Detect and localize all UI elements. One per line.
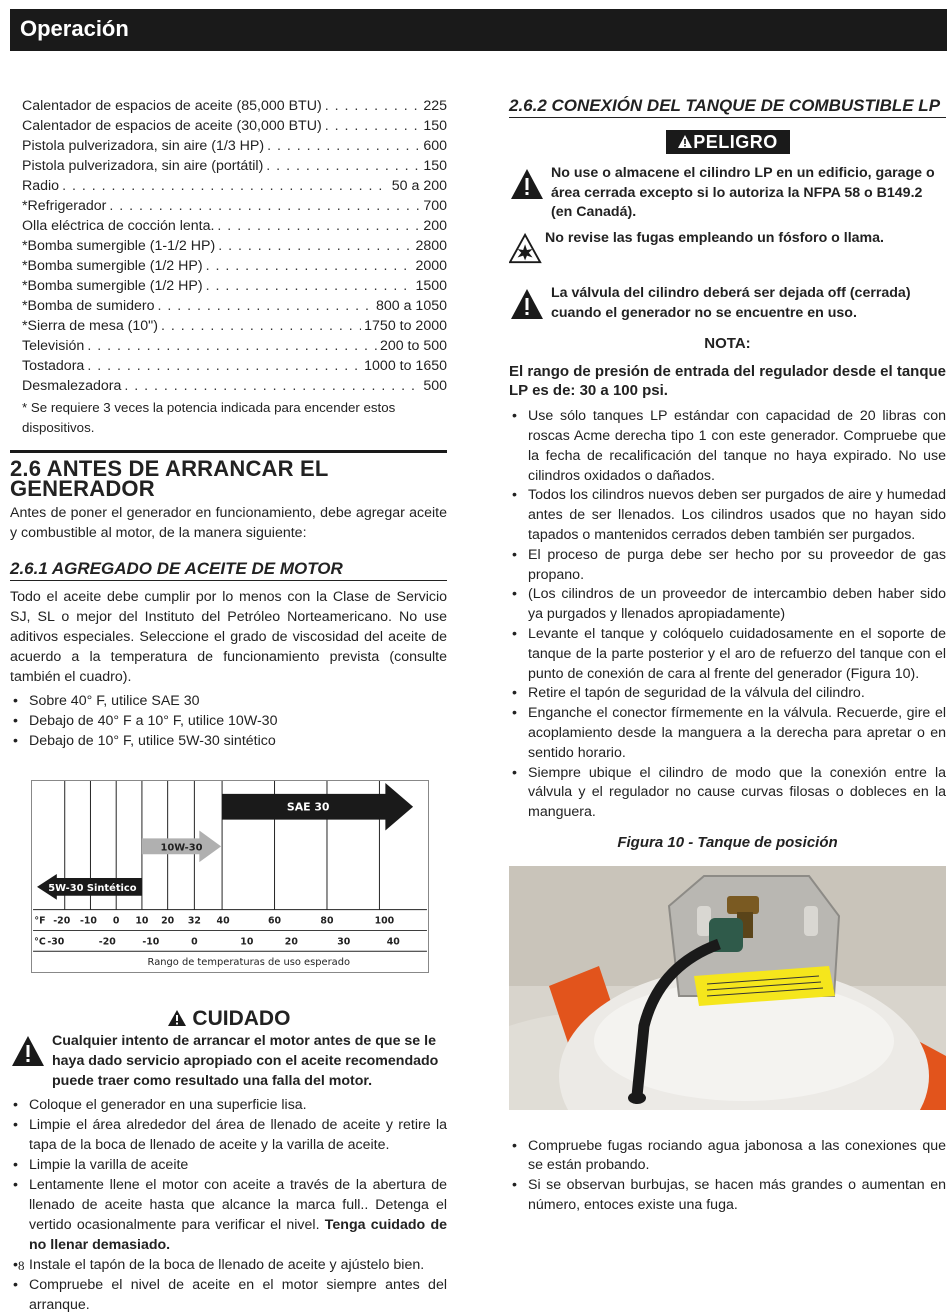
- f-axis-label: °F: [34, 915, 46, 927]
- leader-dots: [217, 216, 420, 236]
- load-name: *Bomba sumergible (1-1/2 HP): [22, 238, 216, 254]
- list-item: • Instale el tapón de la boca de llenado de aceite y ajústelo bien.: [10, 1255, 447, 1275]
- danger-text: La válvula del cilindro deberá ser dejada off (cerrada) cuando el generador no se encuentre en uso.: [551, 285, 911, 321]
- list-item: • (Los cilindros de un proveedor de intercambio deben haber sido ya purgados y llenados apropiadamente): [509, 585, 946, 625]
- list-item: • Sobre 40° F, utilice SAE 30: [10, 691, 447, 711]
- list-item: • Si se observan burbujas, se hacen más grandes o aumentan en número, entoces existe una fuga.: [509, 1176, 946, 1216]
- load-watts: 1000 to 1650: [364, 358, 447, 374]
- section-2-6-2-title: 2.6.2 CONEXIÓN DEL TANQUE DE COMBUSTIBLE LP: [509, 96, 946, 118]
- load-name: Olla eléctrica de cocción lenta.: [22, 218, 215, 234]
- load-name: Pistola pulverizadora, sin aire (portátil): [22, 158, 264, 174]
- step-text: Lentamente llene el motor con aceite a través de la abertura de llenado de aceite hasta que alcance la marca full.. Detenga el vertido ocasionalmente para verificar el nivel.: [29, 1177, 447, 1233]
- right-column: [509, 96, 946, 1216]
- wattage-row: [22, 176, 447, 196]
- load-name: *Bomba de sumidero: [22, 298, 155, 314]
- wattage-row: [22, 376, 447, 396]
- load-name: *Refrigerador: [22, 198, 107, 214]
- list-item: • Compruebe fugas rociando agua jabonosa a las conexiones que se están probando.: [509, 1137, 946, 1177]
- tick-label: 10: [240, 936, 254, 948]
- load-watts: 200 to 500: [379, 338, 447, 354]
- wattage-row: [22, 136, 447, 156]
- load-name: *Bomba sumergible (1/2 HP): [22, 258, 203, 274]
- list-item: • Retire el tapón de seguridad de la válvula del cilindro.: [509, 684, 946, 704]
- caution-warning: [10, 1031, 447, 1091]
- tick-label: 40: [216, 915, 230, 927]
- load-watts: 50 a 200: [391, 178, 447, 194]
- figure-caption: Figura 10 - Tanque de posición: [617, 833, 838, 851]
- load-name: Calentador de espacios de aceite (30,000 BTU): [22, 118, 322, 134]
- list-item: • Compruebe el nivel de aceite en el motor siempre antes del arranque.: [10, 1275, 447, 1315]
- sae30-label: SAE 30: [286, 800, 330, 814]
- warning-icon: [167, 1009, 187, 1027]
- list-item: [10, 1175, 447, 1255]
- wattage-row: [22, 276, 447, 296]
- leader-dots: [325, 96, 421, 116]
- tick-label: 0: [112, 915, 120, 927]
- warning-icon: [677, 134, 693, 149]
- tick-label: -10: [142, 936, 160, 948]
- leader-dots: [161, 316, 361, 336]
- tick-label: 40: [386, 936, 400, 948]
- leader-dots: [267, 136, 420, 156]
- warning-icon: [509, 287, 545, 321]
- leak-check-list: [509, 1137, 946, 1216]
- list-item: • Coloque el generador en una superficie lisa.: [10, 1095, 447, 1115]
- list-item: • Siempre ubique el cilindro de modo que la conexión entre la válvula y el regulador no cause curvas filosas o dobleces en la manguera.: [509, 764, 946, 823]
- load-watts: 2800: [415, 238, 447, 254]
- danger-label: PELIGRO: [693, 131, 778, 152]
- wattage-row: [22, 356, 447, 376]
- load-name: *Bomba sumergible (1/2 HP): [22, 278, 203, 294]
- oil-temperature-chart: [31, 780, 429, 973]
- leader-dots: [87, 356, 361, 376]
- tick-label: -10: [79, 915, 97, 927]
- section-rule: [10, 450, 447, 453]
- tick-label: 60: [267, 915, 282, 927]
- load-name: Pistola pulverizadora, sin aire (1/3 HP): [22, 138, 265, 154]
- list-item: • Debajo de 10° F, utilice 5W-30 sintético: [10, 731, 447, 751]
- load-watts: 500: [423, 378, 447, 394]
- caution-warning-text: Cualquier intento de arrancar el motor antes de que se le haya dado servicio apropiado con el aceite recomendado puede traer como resultado una falla del motor.: [52, 1033, 439, 1089]
- wattage-row: [22, 116, 447, 136]
- danger-warning-3: [509, 284, 946, 324]
- wattage-row: [22, 256, 447, 276]
- load-name: Tostadora: [22, 358, 85, 374]
- leader-dots: [124, 376, 420, 396]
- leader-dots: [266, 156, 420, 176]
- wattage-row: [22, 156, 447, 176]
- header-title: Operación: [20, 16, 129, 41]
- load-name: Calentador de espacios de aceite (85,000 BTU): [22, 98, 322, 114]
- step-emphasis: Tenga cuidado de no llenar demasiado.: [29, 1217, 447, 1253]
- list-item: • Todos los cilindros nuevos deben ser purgados de aire y humedad antes de ser llenados. Los cilindros usados que no hayan sido tapados o mantenidos cerrados deben también ser purgados.: [509, 486, 946, 545]
- wattage-row: [22, 216, 447, 236]
- danger-text: No revise las fugas empleando un fósforo o llama.: [545, 230, 885, 247]
- caution-steps: [10, 1095, 447, 1315]
- wattage-row: [22, 336, 447, 356]
- note-label: NOTA:: [704, 334, 751, 352]
- load-watts: 1500: [415, 278, 447, 294]
- list-item: • Debajo de 40° F a 10° F, utilice 10W-30: [10, 711, 447, 731]
- load-name: Desmalezadora: [22, 378, 122, 394]
- leader-dots: [158, 296, 373, 316]
- load-watts: 200: [423, 218, 447, 234]
- section-2-6-1-title: 2.6.1 AGREGADO DE ACEITE DE MOTOR: [10, 559, 447, 581]
- leader-dots: [87, 336, 377, 356]
- load-watts: 1750 to 2000: [364, 318, 447, 334]
- left-column: [10, 96, 447, 1315]
- c-axis-label: °C: [34, 936, 46, 948]
- load-watts: 150: [423, 118, 447, 134]
- 5w30-label: 5W-30 Sintético: [48, 882, 137, 894]
- tick-label: 0: [191, 936, 198, 948]
- wattage-row: [22, 316, 447, 336]
- load-watts: 700: [423, 198, 447, 214]
- leader-dots: [206, 256, 413, 276]
- tick-label: 10: [135, 915, 149, 927]
- tick-label: 80: [320, 915, 334, 927]
- tick-label: -20: [53, 915, 71, 927]
- list-item: • El proceso de purga debe ser hecho por su proveedor de gas propano.: [509, 546, 946, 586]
- tick-label: 100: [374, 915, 395, 927]
- load-watts: 600: [423, 138, 447, 154]
- list-item: • Use sólo tanques LP estándar con capacidad de 20 libras con roscas Acme derecha tipo 1 con este generador. Compruebe que la fecha de recalificación del tanque no haya expirado. No use cilindros oxidados o dañados.: [509, 407, 946, 486]
- wattage-row: [22, 196, 447, 216]
- load-name: Televisión: [22, 338, 85, 354]
- oil-grade-list: [10, 691, 447, 751]
- leader-dots: [206, 276, 413, 296]
- danger-warning-1: [509, 164, 946, 223]
- load-watts: 150: [423, 158, 447, 174]
- load-watts: 225: [423, 98, 447, 114]
- tick-label: 32: [187, 915, 201, 927]
- warning-icon: [509, 167, 545, 201]
- tick-label: 30: [337, 936, 351, 948]
- note-text: El rango de presión de entrada del regulador desde el tanque LP es de: 30 a 100 psi.: [509, 362, 946, 400]
- wattage-list: [10, 96, 447, 396]
- tick-label: 20: [161, 915, 175, 927]
- tick-label: -30: [47, 936, 65, 948]
- leader-dots: [218, 236, 412, 256]
- load-watts: 800 a 1050: [375, 298, 447, 314]
- load-watts: 2000: [415, 258, 447, 274]
- load-name: Radio: [22, 178, 60, 194]
- list-item: • Limpie el área alrededor del área de llenado de aceite y retire la tapa de la boca de llenado de aceite y la varilla de aceite.: [10, 1115, 447, 1155]
- wattage-row: [22, 96, 447, 116]
- lp-tank-photo: [509, 866, 946, 1110]
- lp-steps: [509, 407, 946, 823]
- warning-icon: [10, 1034, 46, 1068]
- tick-label: 20: [284, 936, 298, 948]
- caution-title: CUIDADO: [192, 1007, 291, 1030]
- section-2-6-title: 2.6 ANTES DE ARRANCAR EL GENERADOR: [10, 456, 329, 501]
- page-header: [10, 9, 947, 51]
- list-item: • Levante el tanque y colóquelo cuidadosamente en el soporte de tanque de la parte posterior y el aro de refuerzo del tanque con el punto de conexión de cara al frente del generador (Figura 10).: [509, 625, 946, 684]
- page-number: 8: [18, 1258, 25, 1273]
- caution-heading: [10, 1009, 447, 1029]
- explosion-icon: [509, 232, 543, 266]
- list-item: • Limpie la varilla de aceite: [10, 1155, 447, 1175]
- wattage-row: [22, 296, 447, 316]
- 10w30-label: 10W-30: [160, 842, 203, 854]
- danger-badge: [666, 130, 790, 154]
- leader-dots: [62, 176, 389, 196]
- danger-warning-2: [509, 229, 946, 266]
- tick-label: -20: [98, 936, 116, 948]
- load-name: *Sierra de mesa (10"): [22, 318, 158, 334]
- danger-text: No use o almacene el cilindro LP en un edificio, garage o área cerrada excepto si lo autoriza la NFPA 58 o B149.2 (en Canadá).: [551, 164, 935, 221]
- wattage-row: [22, 236, 447, 256]
- footnote: * Se requiere 3 veces la potencia indicada para encender estos dispositivos.: [22, 400, 396, 435]
- leader-dots: [109, 196, 420, 216]
- chart-caption: Rango de temperaturas de uso esperado: [147, 957, 351, 969]
- list-item: • Enganche el conector fírmemente en la válvula. Recuerde, gire el acoplamiento desde la manguera a la derecha para apretar o en sentido horario.: [509, 704, 946, 763]
- leader-dots: [325, 116, 421, 136]
- section-2-6-body: Antes de poner el generador en funcionamiento, debe agregar aceite y combustible al motor, de la manera siguiente:: [10, 505, 447, 541]
- section-2-6-1-body: Todo el aceite debe cumplir por lo menos con la Clase de Servicio SJ, SL o mejor del Instituto del Petróleo Norteamericano. No use aditivos especiales. Seleccione el grado de viscosidad del aceite de acuerdo a la temperatura de funcionamiento prevista (consulte también el cuadro).: [10, 589, 447, 685]
